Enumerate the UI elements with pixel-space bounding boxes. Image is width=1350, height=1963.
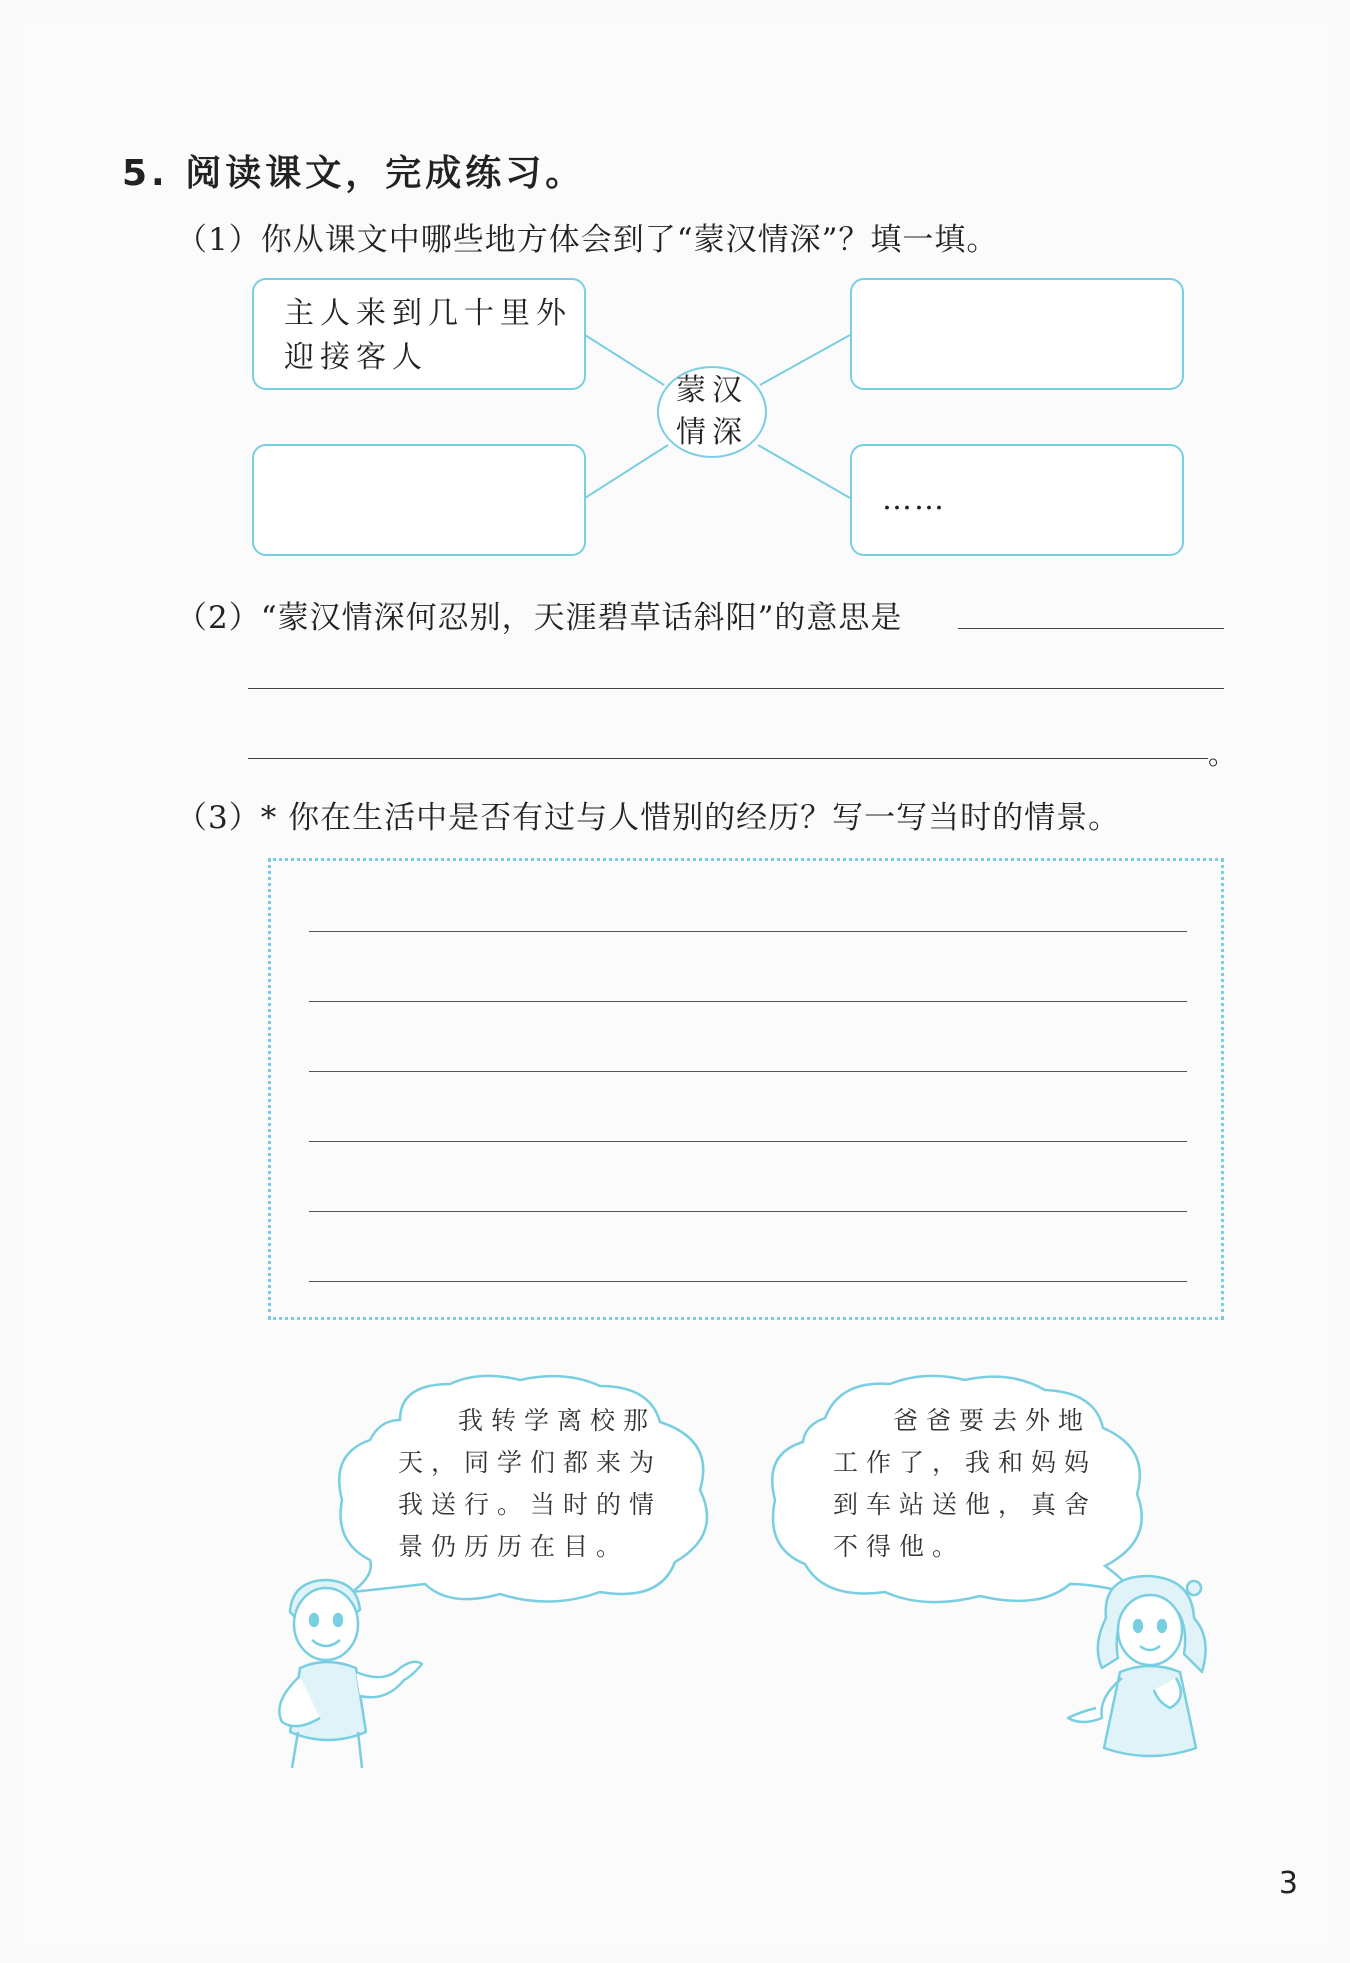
- writing-line[interactable]: [309, 1141, 1187, 1142]
- writing-line[interactable]: [309, 1281, 1187, 1282]
- question-2-prompt: （2）“蒙汉情深何忍别，天涯碧草话斜阳”的意思是: [176, 600, 903, 636]
- answer-line-3[interactable]: [248, 758, 1208, 759]
- question-3-prompt: （3）* 你在生活中是否有过与人惜别的经历？写一写当时的情景。: [176, 800, 1121, 836]
- girl-bubble-line: 工作了，我和妈妈: [833, 1448, 1098, 1477]
- connector-top-right: [760, 335, 850, 385]
- girl-bubble-line: 爸爸要去外地: [893, 1406, 1092, 1435]
- boy-bubble-text: [398, 1400, 662, 1568]
- connector-bottom-right: [758, 445, 850, 498]
- writing-area: [268, 858, 1224, 1320]
- center-label-line1: 蒙汉: [676, 373, 748, 408]
- mind-map-box-bottom-right[interactable]: [850, 444, 1184, 556]
- girl-illustration: [1062, 1568, 1238, 1768]
- mind-map-box-top-right[interactable]: [850, 278, 1184, 390]
- boy-illustration: [262, 1572, 442, 1772]
- center-label-line2: 情深: [676, 415, 748, 450]
- answer-line-1[interactable]: [958, 628, 1224, 629]
- box-top-left-line1: 主人来到几十里外: [284, 296, 572, 331]
- page-number: 3: [1278, 1866, 1298, 1901]
- box-top-right-text: [852, 280, 1182, 292]
- writing-line[interactable]: [309, 1211, 1187, 1212]
- box-bottom-right-text: ……: [882, 482, 946, 517]
- mind-map-center: [657, 366, 767, 458]
- girl-bubble-line: 不得他。: [833, 1532, 966, 1561]
- boy-bubble-line: 我送行。当时的情: [398, 1490, 663, 1519]
- writing-line[interactable]: [309, 931, 1187, 932]
- boy-bubble-line: 天，同学们都来为: [398, 1448, 663, 1477]
- girl-bubble-line: 到车站送他，真舍: [833, 1490, 1098, 1519]
- boy-bubble-line: 我转学离校那: [458, 1406, 657, 1435]
- connector-top-left: [585, 335, 664, 385]
- writing-line[interactable]: [309, 1001, 1187, 1002]
- box-bottom-left-text: [254, 446, 584, 458]
- boy-bubble-line: 景仍历历在目。: [398, 1532, 630, 1561]
- mind-map-box-top-left: [252, 278, 586, 390]
- exercise-title: 5. 阅读课文，完成练习。: [122, 153, 586, 194]
- connector-bottom-left: [585, 445, 668, 498]
- mind-map-box-bottom-left[interactable]: [252, 444, 586, 556]
- answer-line-2[interactable]: [248, 688, 1224, 689]
- answer-end-mark: 。: [1208, 738, 1237, 771]
- writing-line[interactable]: [309, 1071, 1187, 1072]
- girl-bubble-text: [833, 1400, 1097, 1568]
- box-top-left-line2: 迎接客人: [284, 340, 428, 375]
- question-1-prompt: （1）你从课文中哪些地方体会到了“蒙汉情深”？填一填。: [176, 222, 999, 258]
